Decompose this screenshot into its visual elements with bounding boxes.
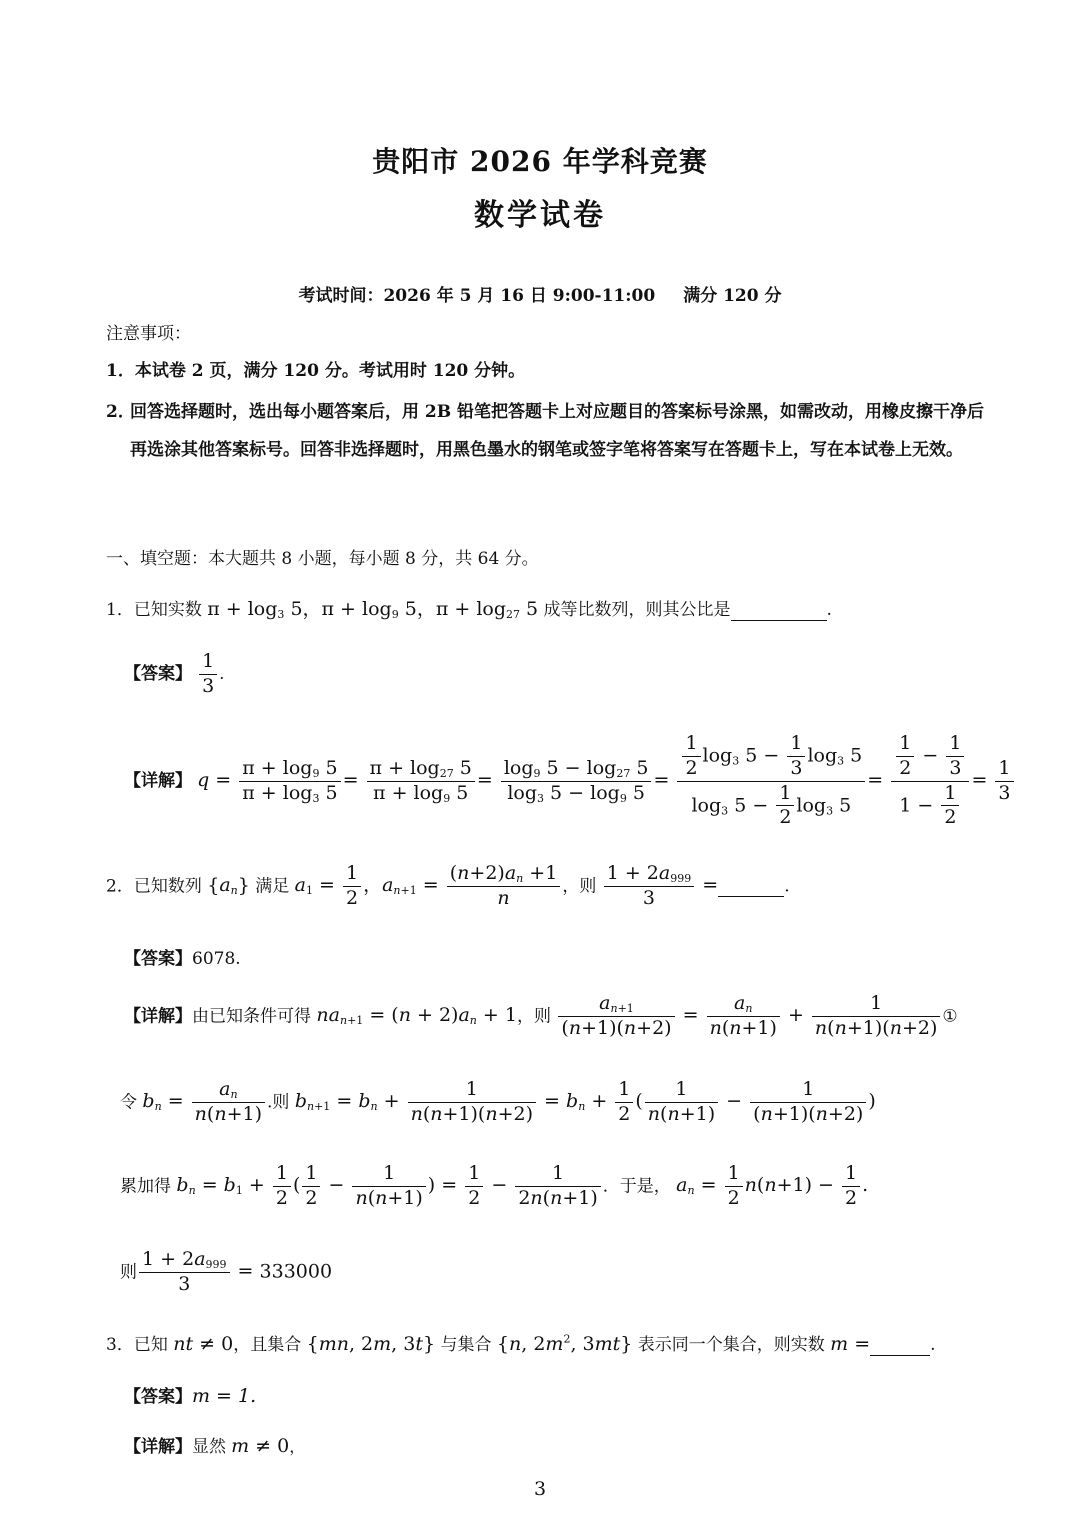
q2-answer-label: 【答案】: [124, 949, 192, 969]
q2-number: 2．: [106, 876, 134, 897]
q2-yushi: ．于是，: [602, 1176, 671, 1197]
q1-formula: $\pi + \log_3 5$，$\pi + \log_9 5$，$\pi + \log_{27} 5$: [207, 598, 539, 621]
q2-circle-one: ①: [942, 1006, 958, 1027]
q2-detail-row: 【详解】由已知条件可得 $na_{n+1} = (n + 2)a_n + 1$，则 $\frac{a_{n+1}}{(n+1)(n+2)}$ = $\frac{a_n}{n(n+1)}$ + $\frac{1}{n(n+1)(n+2)}$ ①: [124, 992, 958, 1039]
q1-answer-fraction: [199, 650, 217, 699]
q1-stem-prefix: 已知实数: [133, 600, 202, 620]
q3-answer-row: [124, 1382, 256, 1407]
q2-let-row: 令 $b_n$ = $\frac{a_n}{n(n+1)}$ .则 $b_{n+1} = b_n$ + $\frac{1}{n(n+1)(n+2)}$ = $b_n$ + $\frac{1}{2}$ ( $\frac{1}{n(n+1)}$ − $\frac{1}{(n+1)(n+2)}$ ): [120, 1078, 876, 1125]
notice-item-2-text: 回答选择题时，选出每小题答案后，用 2B 铅笔把答题卡上对应题目的答案标号涂黑，如需改动，用橡皮擦干净后再选涂其他答案标号。回答非选择题时，用黑色墨水的钢笔或签字笔将答案写在答题卡上，写在本试卷上无效。: [130, 402, 985, 460]
q1-number: 1．: [106, 600, 134, 620]
q3-stem-prefix: 已知: [133, 1335, 168, 1355]
q2-stem-prefix: 已知数列: [133, 876, 202, 897]
q2-answer-blank: [718, 876, 784, 897]
notice-item-2-index: 2．: [106, 402, 135, 422]
section-heading: 一、填空题：本大题共 8 小题，每小题 8 分，共 64 分。: [106, 549, 539, 569]
q1-answer-blank: [731, 600, 827, 621]
notice-item-2: [106, 393, 996, 469]
q2-sum-row: 累加得 $b_n = b_1$ + $\frac{1}{2}$ ( $\frac{1}{2}$ − $\frac{1}{n(n+1)}$ ) = $\frac{1}{2}$ − $\frac{1}{2n(n+1)}$ ．于是， $a_n$ = $\frac{1}{2}$ n(n+1) − $\frac{1}{2}$ .: [120, 1162, 869, 1209]
q2-let-then: .则: [267, 1092, 290, 1113]
q2-stem-mid: 满足: [255, 876, 290, 897]
notice-item-1: 1．本试卷 2 页，满分 120 分。考试用时 120 分钟。: [106, 361, 526, 381]
q2-final-prefix: 则: [120, 1262, 137, 1283]
q3-answer-label: 【答案】: [124, 1387, 192, 1407]
q3-answer-blank: [870, 1335, 930, 1356]
q3-answer-value: m = 1.: [192, 1385, 257, 1407]
exam-time: 考试时间：2026 年 5 月 16 日 9:00-11:00: [298, 286, 656, 306]
q3-detail-row: 【详解】显然 m ≠ 0，: [124, 1435, 306, 1457]
q3-detail-label: 【详解】: [124, 1437, 192, 1457]
q2-detail-text1: 由已知条件可得: [192, 1006, 311, 1027]
question-1: 1．已知实数 $\pi + \log_3 5$，$\pi + \log_9 5$，$\pi + \log_{27} 5$ 成等比数列，则其公比是 .: [106, 598, 832, 621]
q2-answer-value: 6078.: [192, 949, 241, 969]
q2-answer-row: [124, 944, 241, 969]
q3-number: 3．: [106, 1335, 134, 1355]
q1-detail-label: 【详解】: [124, 771, 192, 791]
q2-final-row: 则 $\frac{1 + 2a_{999}}{3}$ = 333000: [120, 1248, 333, 1295]
q1-answer-numerator: 1: [199, 650, 217, 675]
q3-stem-suffix: 表示同一个集合，则实数: [637, 1335, 825, 1355]
question-2: 2．已知数列 $\{a_n\}$ 满足 $a_1$ = $\frac{1}{2}$ ，$a_{n+1}$ = $\frac{(n+2)a_n +1}{n}$ ，则 $\frac{1 + 2a_{999}}{3}$ = .: [106, 862, 790, 909]
q2-let-text: 令: [120, 1092, 137, 1113]
q1-detail-row: [124, 732, 1016, 830]
q1-answer-denominator: 3: [202, 674, 215, 697]
question-3: 3．已知 nt ≠ 0，且集合 {mn, 2m, 3t} 与集合 {n, $2m^2$, 3mt} 表示同一个集合，则实数 m = .: [106, 1332, 936, 1355]
q1-stem-suffix: 成等比数列，则其公比是: [543, 600, 731, 620]
q2-final-value: 333000: [259, 1260, 333, 1283]
q3-stem-mid2: 与集合: [440, 1335, 492, 1355]
notice-heading: 注意事项：: [106, 324, 191, 344]
q2-detail-then: 则: [533, 1006, 551, 1027]
q3-detail-text: 显然: [192, 1437, 226, 1457]
q3-stem-mid1: ，且集合: [233, 1335, 302, 1355]
q1-answer-label: 【答案】: [124, 663, 192, 684]
q2-stem-then: 则: [579, 876, 597, 897]
full-score: 满分 120 分: [683, 286, 782, 306]
q2-sum-text: 累加得: [120, 1176, 171, 1197]
q1-answer-row: 【答案】 $\frac{1}{3}$ .: [124, 650, 225, 697]
q2-detail-label: 【详解】: [124, 1006, 192, 1027]
exam-info: [0, 281, 1080, 306]
q1-detail-formula: q = $\frac{\pi + \log_9 5}{\pi + \log_3 5}$ = $\frac{\pi + \log_{27} 5}{\pi + \log_9 5}$ = $\frac{\log_9 5 - \log_{27} 5}{\log_3 5 - \log_9 5}$ = $\frac{1}{2}$ $\log_3 5$ − $\frac{1}{3}$ $\log_3 5$ $\log_3 5$ − $\frac{1}{2}$ $\log_3 5$ = $\frac{1}{2}$ − $\frac{1}{3}$ 1 − $\frac{1}{2}$ = $\frac{1}{3}$: [197, 769, 1015, 791]
exam-title: 贵阳市 2026 年学科竞赛: [372, 145, 708, 178]
page-number: 3: [533, 1478, 547, 1500]
exam-subtitle: 数学试卷: [474, 198, 606, 233]
